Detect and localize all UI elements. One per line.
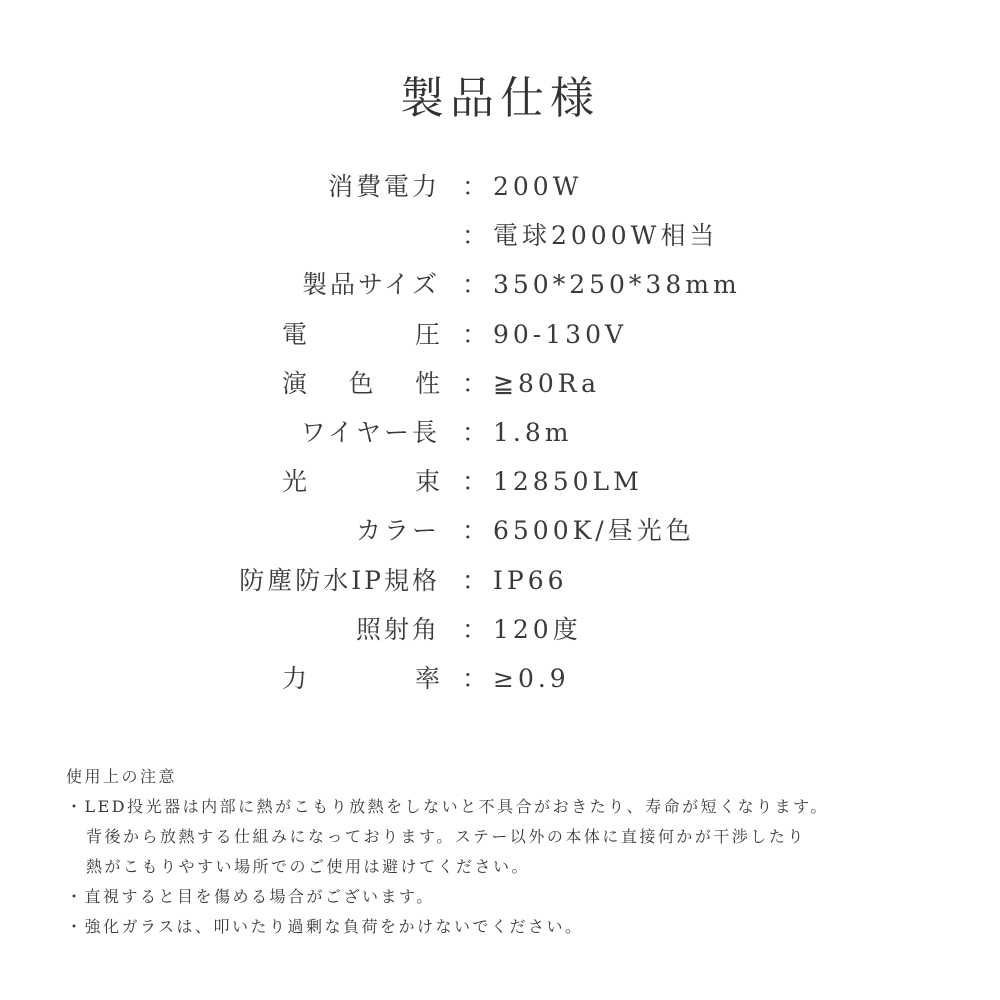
spec-label: 照射角: [355, 614, 440, 644]
spec-value: ≥0.9: [493, 663, 570, 693]
spec-colon: ：: [462, 319, 488, 349]
spec-label: [282, 310, 440, 359]
note-line: ・直視すると目を傷める場合がございます。: [66, 887, 435, 906]
spec-label: [282, 457, 440, 506]
spec-colon: ：: [462, 368, 488, 398]
spec-colon: ：: [462, 417, 488, 447]
spec-colon: ：: [462, 221, 488, 251]
spec-label: 製品サイズ: [301, 270, 440, 300]
spec-label: カラー: [355, 516, 440, 546]
spec-row: [0, 605, 1000, 654]
spec-label: 防塵防水IP規格: [239, 565, 440, 595]
spec-colon: ：: [462, 663, 488, 693]
spec-value: 200W: [493, 172, 583, 201]
spec-label: [200, 211, 440, 260]
spec-colon: ：: [462, 467, 488, 497]
spec-label-char: 色: [348, 368, 374, 398]
spec-colon: ：: [462, 565, 488, 595]
spec-row: [0, 556, 1000, 605]
spec-label-char: 圧: [414, 319, 440, 349]
spec-row: [0, 211, 1000, 260]
spec-colon: ：: [462, 270, 488, 300]
spec-row: [0, 310, 1000, 359]
note-line: ・LED投光器は内部に熱がこもり放熱をしないと不具合がおきたり、寿命が短くなります。: [66, 797, 829, 816]
spec-label: [282, 654, 440, 703]
spec-colon: ：: [462, 614, 488, 644]
spec-label: ワイヤー長: [300, 417, 440, 447]
usage-notes: [66, 762, 966, 942]
spec-label: [282, 359, 440, 408]
spec-row: [0, 654, 1000, 703]
notes-title: 使用上の注意: [66, 767, 178, 786]
spec-value: 90-130V: [493, 319, 628, 349]
spec-colon: ：: [462, 172, 488, 201]
spec-label-char: 力: [282, 663, 308, 693]
spec-label-char: 性: [414, 368, 440, 398]
spec-label: 消費電力: [327, 172, 440, 201]
note-line: 背後から放熱する仕組みになっております。ステー以外の本体に直接何かが干渉したり: [86, 827, 806, 846]
spec-value: ≧80Ra: [493, 368, 601, 398]
spec-table: [0, 162, 1000, 703]
spec-value: 1.8m: [493, 417, 573, 447]
spec-row: [0, 359, 1000, 408]
spec-colon: ：: [462, 516, 488, 546]
spec-value: 6500K/昼光色: [493, 516, 695, 546]
spec-row: [0, 457, 1000, 506]
spec-value: 12850LM: [493, 467, 643, 497]
note-line: ・強化ガラスは、叩いたり過剰な負荷をかけないでください。: [66, 917, 584, 936]
spec-label-char: 演: [282, 368, 308, 398]
spec-label-char: 光: [282, 467, 308, 497]
spec-label-char: 率: [414, 663, 440, 693]
spec-value: 電球2000W相当: [493, 221, 719, 251]
spec-label-char: 束: [414, 467, 440, 497]
spec-value: IP66: [493, 565, 568, 595]
spec-value: 120度: [493, 614, 582, 644]
spec-value: 350*250*38mm: [493, 270, 741, 300]
spec-row: [0, 408, 1000, 457]
note-line: 熱がこもりやすい場所でのご使用は避けてください。: [86, 857, 531, 876]
spec-label-char: 電: [282, 319, 308, 349]
page-title: 製品仕様: [400, 73, 600, 124]
spec-row: [0, 162, 1000, 211]
spec-row: [0, 260, 1000, 309]
notes-list: [66, 792, 966, 942]
spec-row: [0, 506, 1000, 555]
